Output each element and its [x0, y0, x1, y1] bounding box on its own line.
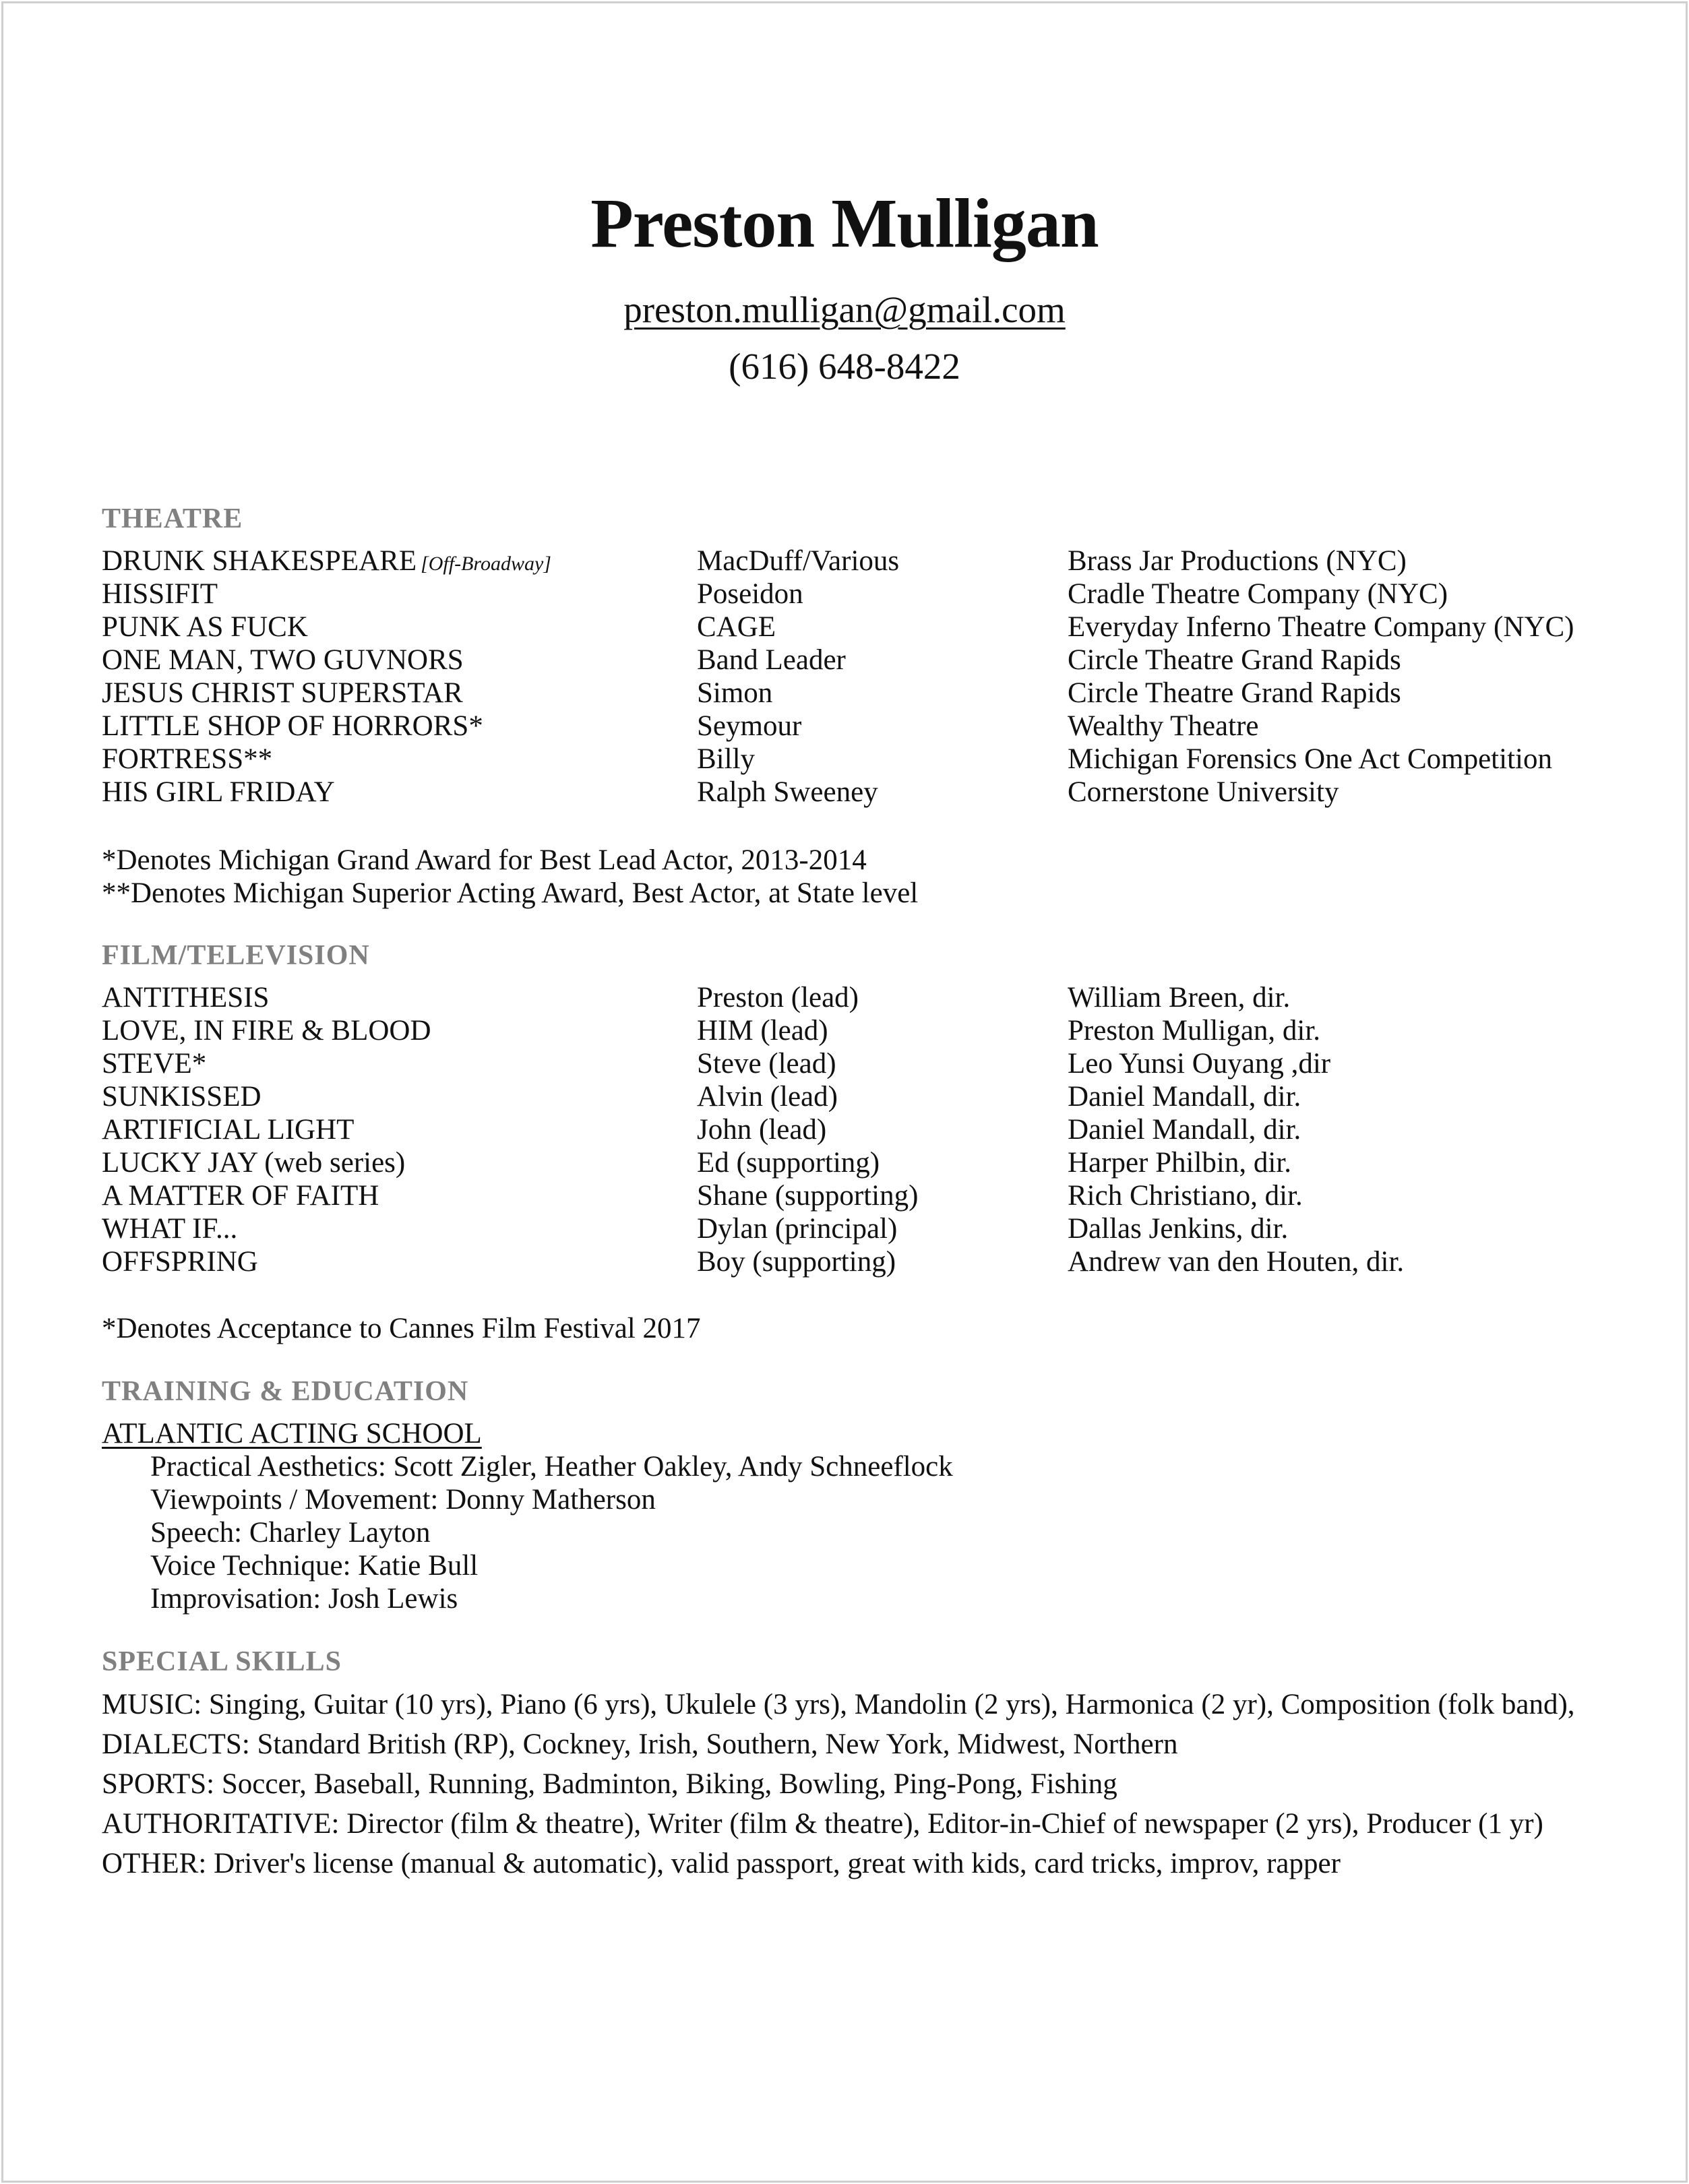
credit-company: Circle Theatre Grand Rapids	[1068, 677, 1401, 709]
skill-line-authoritative: AUTHORITATIVE: Director (film & theatre), Writer (film & theatre), Editor-in-Chief of newspaper (2 yrs), Producer (1 yr)	[102, 1808, 1543, 1840]
credit-title: STEVE*	[102, 1048, 207, 1080]
credit-title: PUNK AS FUCK	[102, 611, 308, 643]
credit-row	[102, 1113, 1618, 1146]
credit-role: Simon	[697, 677, 773, 709]
credit-title: HISSIFIT	[102, 578, 218, 610]
credit-title-cell	[102, 1179, 379, 1212]
theatre-footnote: *Denotes Michigan Grand Award for Best Lead Actor, 2013-2014	[102, 844, 867, 876]
credit-company: Harper Philbin, dir.	[1068, 1147, 1292, 1179]
training-item: Practical Aesthetics: Scott Zigler, Heather Oakley, Andy Schneeflock	[150, 1451, 953, 1483]
film-credits	[102, 981, 1618, 1278]
credit-role: John (lead)	[697, 1114, 827, 1146]
credit-title-cell	[102, 578, 218, 611]
skills-heading: SPECIAL SKILLS	[102, 1646, 342, 1677]
credit-title-cell	[102, 1080, 262, 1113]
skill-line-music: MUSIC: Singing, Guitar (10 yrs), Piano (6 yrs), Ukulele (3 yrs), Mandolin (2 yrs), Harmonica (2 yr), Composition (folk band),	[102, 1689, 1575, 1720]
training-item: Improvisation: Josh Lewis	[150, 1583, 458, 1615]
credit-company: Dallas Jenkins, dir.	[1068, 1213, 1289, 1245]
credit-role: Steve (lead)	[697, 1048, 836, 1080]
credit-title: LUCKY JAY (web series)	[102, 1147, 406, 1179]
credit-role: Poseidon	[697, 578, 803, 610]
credit-row	[102, 1245, 1618, 1278]
credit-role: Preston (lead)	[697, 982, 859, 1013]
credit-company: Michigan Forensics One Act Competition	[1068, 743, 1552, 775]
credit-title-cell	[102, 644, 464, 677]
credit-company: Daniel Mandall, dir.	[1068, 1114, 1301, 1146]
email-link[interactable]: preston.mulligan@gmail.com	[623, 289, 1066, 330]
credit-row	[102, 1212, 1618, 1245]
phone-number: (616) 648-8422	[729, 346, 960, 387]
credit-row	[102, 611, 1618, 644]
film-footnote: *Denotes Acceptance to Cannes Film Festival 2017	[102, 1313, 701, 1344]
credit-company: Wealthy Theatre	[1068, 710, 1259, 742]
credit-title: SUNKISSED	[102, 1081, 262, 1113]
credit-row	[102, 1179, 1618, 1212]
credit-role: CAGE	[697, 611, 776, 643]
credit-note: [Off-Broadway]	[421, 553, 551, 575]
credit-role: MacDuff/Various	[697, 545, 900, 577]
theatre-heading: THEATRE	[102, 503, 243, 534]
credit-company: Preston Mulligan, dir.	[1068, 1015, 1321, 1047]
credit-title: OFFSPRING	[102, 1246, 258, 1278]
credit-company: Leo Yunsi Ouyang ,dir	[1068, 1048, 1331, 1080]
credit-role: Dylan (principal)	[697, 1213, 898, 1245]
credit-role: Shane (supporting)	[697, 1180, 919, 1212]
credit-title: ANTITHESIS	[102, 982, 270, 1013]
skill-line-sports: SPORTS: Soccer, Baseball, Running, Badminton, Biking, Bowling, Ping-Pong, Fishing	[102, 1768, 1117, 1800]
credit-row	[102, 776, 1618, 809]
credit-company: Cornerstone University	[1068, 776, 1339, 808]
credit-title-cell	[102, 677, 463, 710]
training-item: Speech: Charley Layton	[150, 1517, 431, 1549]
credit-row	[102, 578, 1618, 611]
credit-title-cell	[102, 1146, 405, 1179]
credit-company: Everyday Inferno Theatre Company (NYC)	[1068, 611, 1574, 643]
credit-role: HIM (lead)	[697, 1015, 828, 1047]
credit-company: Circle Theatre Grand Rapids	[1068, 644, 1401, 676]
credit-row	[102, 1047, 1618, 1080]
credit-company: Cradle Theatre Company (NYC)	[1068, 578, 1448, 610]
credit-title: DRUNK SHAKESPEARE	[102, 545, 417, 577]
credit-title: JESUS CHRIST SUPERSTAR	[102, 677, 463, 709]
credit-row	[102, 981, 1618, 1014]
resume-name: Preston Mulligan	[590, 185, 1099, 262]
credit-role: Band Leader	[697, 644, 846, 676]
credit-title-cell	[102, 1047, 206, 1080]
credit-title: LITTLE SHOP OF HORRORS*	[102, 710, 483, 742]
credit-title: LOVE, IN FIRE & BLOOD	[102, 1015, 431, 1047]
credit-role: Billy	[697, 743, 756, 775]
credit-title: A MATTER OF FAITH	[102, 1180, 379, 1212]
credit-row	[102, 743, 1618, 776]
credit-title-cell	[102, 1014, 431, 1047]
credit-company: Andrew van den Houten, dir.	[1068, 1246, 1405, 1278]
credit-company: Rich Christiano, dir.	[1068, 1180, 1303, 1212]
credit-title-cell	[102, 544, 551, 580]
credit-title: HIS GIRL FRIDAY	[102, 776, 335, 808]
theatre-credits	[102, 544, 1618, 809]
credit-title-cell	[102, 611, 308, 644]
school-name: ATLANTIC ACTING SCHOOL	[102, 1418, 482, 1449]
credit-title: FORTRESS**	[102, 743, 273, 775]
credit-title-cell	[102, 1245, 258, 1278]
credit-role: Boy (supporting)	[697, 1246, 896, 1278]
credit-title: ONE MAN, TWO GUVNORS	[102, 644, 464, 676]
training-item: Voice Technique: Katie Bull	[150, 1550, 479, 1582]
credit-title-cell	[102, 981, 269, 1014]
credit-title-cell	[102, 743, 272, 776]
credit-row	[102, 1146, 1618, 1179]
training-item: Viewpoints / Movement: Donny Matherson	[150, 1484, 656, 1516]
credit-company: Brass Jar Productions (NYC)	[1068, 545, 1407, 577]
credit-row	[102, 1014, 1618, 1047]
credit-title: WHAT IF...	[102, 1213, 238, 1245]
credit-row	[102, 1080, 1618, 1113]
credit-title: ARTIFICIAL LIGHT	[102, 1114, 355, 1146]
skill-line-other: OTHER: Driver's license (manual & automatic), valid passport, great with kids, card tricks, improv, rapper	[102, 1848, 1341, 1879]
credit-company: Daniel Mandall, dir.	[1068, 1081, 1301, 1113]
credit-role: Ralph Sweeney	[697, 776, 878, 808]
training-heading: TRAINING & EDUCATION	[102, 1376, 469, 1407]
skill-line-dialects: DIALECTS: Standard British (RP), Cockney, Irish, Southern, New York, Midwest, Northern	[102, 1728, 1178, 1760]
credit-title-cell	[102, 710, 483, 743]
credit-title-cell	[102, 776, 335, 809]
credit-title-cell	[102, 1212, 237, 1245]
credit-role: Seymour	[697, 710, 802, 742]
credit-role: Ed (supporting)	[697, 1147, 880, 1179]
credit-title-cell	[102, 1113, 354, 1146]
credit-row	[102, 644, 1618, 677]
theatre-footnote: **Denotes Michigan Superior Acting Award, Best Actor, at State level	[102, 877, 919, 909]
credit-role: Alvin (lead)	[697, 1081, 838, 1113]
film-heading: FILM/TELEVISION	[102, 940, 370, 971]
credit-row	[102, 710, 1618, 743]
credit-row	[102, 544, 1618, 578]
credit-row	[102, 677, 1618, 710]
credit-company: William Breen, dir.	[1068, 982, 1291, 1013]
